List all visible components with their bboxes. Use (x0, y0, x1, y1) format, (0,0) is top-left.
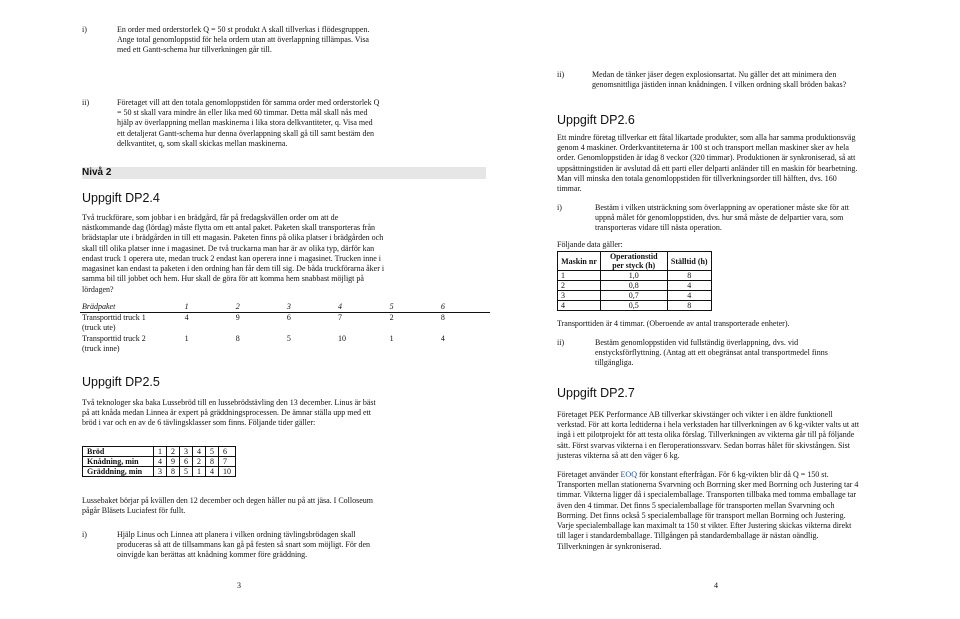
text-line: Hjälp Linus och Linnea att planera i vilken ordning tävlingsbrödagen skall (117, 530, 356, 539)
table-cell: 8 (667, 271, 711, 281)
table-cell: 4 (193, 447, 206, 457)
eoq-post: för konstant efterfrågan. För 6 kg-vikten blir då Q = 150 st. (636, 470, 829, 479)
section-title-dp25: Uppgift DP2.5 (82, 375, 160, 389)
text-line: genom 4 maskiner. Orderkvantiteterna är 100 st och transport mellan maskiner sker av hela (557, 143, 849, 153)
table-row (558, 291, 712, 301)
table-cell: 9 (235, 313, 240, 323)
machine-table (557, 251, 712, 311)
table-cell: 2 (558, 281, 601, 291)
row-label-line: (truck inne) (82, 343, 120, 353)
text-line: Bestäm genomloppstiden vid fullständig överlappning, dvs. vid (595, 338, 799, 347)
table-cell: 0,8 (600, 281, 667, 291)
table-row (80, 313, 490, 334)
text-line: Lussebaket börjar på kvällen den 12 december och degen håller nu på att jäsa. I Colloseum (82, 496, 374, 505)
text-line: bröd i var och en av de 6 tävlingsklasser som finns. Följande tider gäller: (82, 418, 316, 428)
table-header: 2 (235, 302, 240, 311)
table-header: Ställtid (h) (667, 252, 711, 271)
table-cell: 10 (219, 467, 236, 477)
table-row (558, 252, 712, 271)
table-header: 6 (440, 302, 445, 311)
table-cell: 5 (206, 447, 219, 457)
text-line: Företaget PEK Performance AB tillverkar skivstänger och vikter i en äldre funktionell (557, 410, 833, 419)
text-line: justeras vikterna så att den väger 6 kg. (557, 450, 680, 460)
table-cell: 4 (667, 291, 711, 301)
text-line: Bestäm i vilken utsträckning som överlappning av operationer måste ske för att (595, 203, 849, 212)
text-line: endast truck 1 operera ute, medan truck 2 endast kan operera inne i magasinet. Trucken inne i (82, 253, 382, 263)
section-title-dp24: Uppgift DP2.4 (82, 191, 160, 205)
eoq-pre: Företaget använder (557, 470, 621, 479)
text-line: Två truckförare, som jobbar i en brädgård, får på fredagskvällen order om att de (82, 213, 339, 222)
text-line: produceras så att de tillsammans kan gå på festen så snart som möjligt. För den (117, 540, 371, 550)
table-cell: 1,0 (600, 271, 667, 281)
text-line: Borrning. Det finns också 5 specialemballage för transport mellan Borrning och Justering. (557, 510, 846, 520)
text-line: även den 4 timmar. Det finns 5 specialemballage för transporten mellan Svarvning och (557, 500, 835, 510)
row-label-line: (truck ute) (82, 323, 116, 333)
text-line: nästkommande dag (lördag) måste flytta om ett antal paket. Paketen skall transporteras från (82, 223, 376, 233)
text-line: hjälp av överlappning mellan maskinerna i lika stora delkvantiteter, q. Visa med (117, 118, 373, 128)
text-line: = 50 st skall vara mindre än eller lika med 60 timmar. Detta mål skall nås med (117, 108, 368, 118)
text-line: magasinet kan endast ta paketen i den ordning han får dem till sig. De båda truckförarna åker i (82, 264, 385, 274)
dp26-paragraph (557, 133, 947, 194)
table-cell: 4 (440, 333, 445, 343)
table-cell: 7 (337, 313, 342, 323)
row-label: Bröd (83, 447, 154, 457)
dp25-after-paragraph (82, 496, 492, 516)
section-title-dp26: Uppgift DP2.6 (557, 113, 635, 127)
text-line: En order med orderstorlek Q = 50 st produkt A skall tillverkas i flödesgruppen. (117, 25, 370, 34)
eoq-line (557, 470, 947, 480)
table-header: 3 (286, 302, 291, 311)
text-line: order. Genomloppstiden är idag 8 veckor (320 timmar). Produktionen är synkroniserad, så att (557, 153, 856, 163)
table-header: Maskin nr (558, 252, 601, 271)
table-cell: 1 (184, 333, 189, 343)
table-cell: 0,5 (600, 301, 667, 311)
text-line: Ett mindre företag tillverkar ett fåtal likartade produkter, som alla har samma produktionsväg (557, 133, 856, 142)
text-line: Ange total genomloppstid för hela ordern utan att överlappning tillämpas. Visa (117, 35, 369, 45)
item-number: ii) (557, 70, 565, 79)
table-cell: 7 (219, 457, 236, 467)
row-label (80, 313, 183, 334)
transport-time-table (80, 302, 490, 354)
text-line: oinvigde kan berättas att knådning kommer före gräddning. (117, 550, 308, 560)
section-title-dp27: Uppgift DP2.7 (557, 386, 635, 400)
page-number: 3 (237, 581, 241, 590)
text-line: med ett Gantt-schema hur tillverkningen går till. (117, 45, 272, 55)
table-row (80, 302, 490, 313)
dp27-paragraph-2 (557, 470, 947, 552)
item-number: ii) (557, 338, 565, 347)
table-cell: 4 (184, 313, 189, 323)
text-line: Varje specialemballage kan maximalt ta 150 st vikter. Efter Justering skickas vikterna direkt (557, 521, 852, 531)
table-cell: 4 (154, 457, 167, 467)
text-line: delkvantitet, q, som skall skickas mellan maskinerna. (117, 138, 288, 148)
table-cell: 5 (286, 333, 291, 343)
text-line: timmar. (557, 184, 582, 194)
text-line: Man vill minska den totala genomloppstiden för tillverkningsorder till hälften, dvs. 160 (557, 173, 837, 183)
text-line: brädstaplar ute i brädgården in till ett magasin. Paketen finns på olika platser i brädgården och (82, 233, 384, 243)
table-cell: 5 (180, 467, 193, 477)
row-label: Gräddning, min (83, 467, 154, 477)
table-header: 5 (389, 302, 394, 311)
transport-note: Transporttiden är 4 timmar. (Oberoende av antal transporterade enheter). (557, 319, 790, 328)
table-header: 4 (337, 302, 342, 311)
table-cell: 6 (286, 313, 291, 323)
table-row (83, 467, 236, 477)
left-page (82, 0, 492, 619)
table-cell: 1 (154, 447, 167, 457)
text-line: enstycksförflyttning. (Antag att ett obegränsat antal transportmedel finns (595, 348, 828, 358)
table-cell: 4 (206, 467, 219, 477)
text-line: Medan de tänker jäser degen explosionsartat. Nu gäller det att minimera den (592, 70, 837, 79)
table-row (83, 457, 236, 467)
table-cell: 2 (389, 313, 394, 323)
table-cell: 6 (180, 457, 193, 467)
table-header: Operationstid per styck (h) (600, 252, 667, 271)
table-cell: 8 (167, 467, 180, 477)
text-line: verkstad. För att korta ledtiderna i hela verkstaden har tillverkningen av 6 kg-vikter valts ut att (557, 420, 860, 430)
table-cell: 8 (206, 457, 219, 467)
table-row (80, 334, 490, 354)
level-heading: Nivå 2 (82, 167, 486, 179)
table-cell: 10 (337, 333, 346, 343)
table-cell: 8 (667, 301, 711, 311)
table-cell: 1 (193, 467, 206, 477)
table-cell: 3 (558, 291, 601, 301)
table-row (558, 281, 712, 291)
text-line: transporteras vidare till nästa operation. (595, 223, 722, 233)
text-line: ingå i ett pilotprojekt för att testa olika förslag. Tillverkningen av vikterna går till på följande (557, 430, 855, 440)
text-line: Företaget vill att den totala genomloppstiden för samma order med orderstorlek Q (117, 98, 380, 107)
item-number: i) (557, 203, 562, 212)
item-number: i) (82, 25, 87, 34)
text-line: tillgängliga. (595, 358, 634, 368)
page-number: 4 (714, 581, 718, 590)
text-line: timmar. Vikterna ligger då i specialemballage. Transporten tillbaka med tomma emballage tar (557, 490, 857, 500)
row-label: Knådning, min (83, 457, 154, 467)
text-line: Två teknologer ska baka Lussebröd till en lussebrödstävling den 13 december. Linus är bäst (82, 398, 376, 407)
table-cell: 3 (154, 467, 167, 477)
text-line: lördagen? (82, 284, 114, 294)
table-header-label: Brädpaket (82, 302, 116, 311)
table-cell: 2 (167, 447, 180, 457)
row-label-line: Transporttid truck 1 (82, 313, 146, 323)
table-cell: 0,7 (600, 291, 667, 301)
bread-time-table (82, 446, 236, 477)
row-label-line: Transporttid truck 2 (82, 333, 146, 343)
dp25-paragraph (82, 398, 492, 429)
text-line: samma bil till jobbet och hem. Hur skall de göra för att komma hem snabbast möjligt på (82, 274, 364, 284)
table-cell: 4 (667, 281, 711, 291)
eoq-term: EOQ (620, 470, 637, 479)
text-line: uppnå målet för genomloppstiden, dvs. hur små måste de delpartier vara, som (595, 213, 844, 223)
dp27-paragraph (557, 410, 947, 461)
dp24-paragraph (82, 213, 492, 295)
table-cell: 1 (389, 333, 394, 343)
table-cell: 9 (167, 457, 180, 467)
table-cell: 3 (180, 447, 193, 457)
table-cell: 1 (558, 271, 601, 281)
text-line: till lager i standardemballage. Tillgången på standardemballage är nästan oändlig. (557, 531, 819, 541)
table-header: 1 (184, 302, 189, 311)
table-cell: 8 (235, 333, 240, 343)
text-line: uppsättningstiden är avslutad då ett parti eller delparti anländer till en maskin för bearbetning. (557, 163, 858, 173)
text-line: pågår Bläsets Luciafest för fullt. (82, 506, 186, 516)
table-row (558, 271, 712, 281)
item-number: ii) (82, 98, 90, 107)
table-cell: 2 (193, 457, 206, 467)
item-number: i) (82, 530, 87, 539)
row-label (80, 334, 183, 354)
text-line: ett detaljerat Gantt-schema hur denna överlappning skall gå till samt bestäm den (117, 128, 375, 138)
text-line: Tillverkningen är synkroniserad. (557, 541, 662, 551)
table-cell: 6 (219, 447, 236, 457)
text-line: genomsnittliga jästiden innan knådningen. I vilken ordning skall bröden bakas? (592, 80, 847, 90)
table-row (558, 301, 712, 311)
table-cell: 8 (440, 313, 445, 323)
text-line: på att knåda medan Linnea är expert på gräddningsprocessen. De ämnar ställa upp med ett (82, 408, 371, 418)
right-page (557, 0, 947, 619)
text-line: sätt. Först svarvas vikterna i en flerоperationssvarv. Sedan borras hålet för skivstången. Sist (557, 440, 850, 450)
table-row (83, 447, 236, 457)
text-line: Transporten mellan stationerna Svarvning och Borrning sker med Borrning och Justering tar 4 (557, 480, 859, 490)
data-label: Följande data gäller: (557, 240, 623, 249)
table-cell: 4 (558, 301, 601, 311)
text-line: skall till olika platser inne i magasinet. De två truckarna man har är av olika typ, därför kan (82, 243, 375, 253)
